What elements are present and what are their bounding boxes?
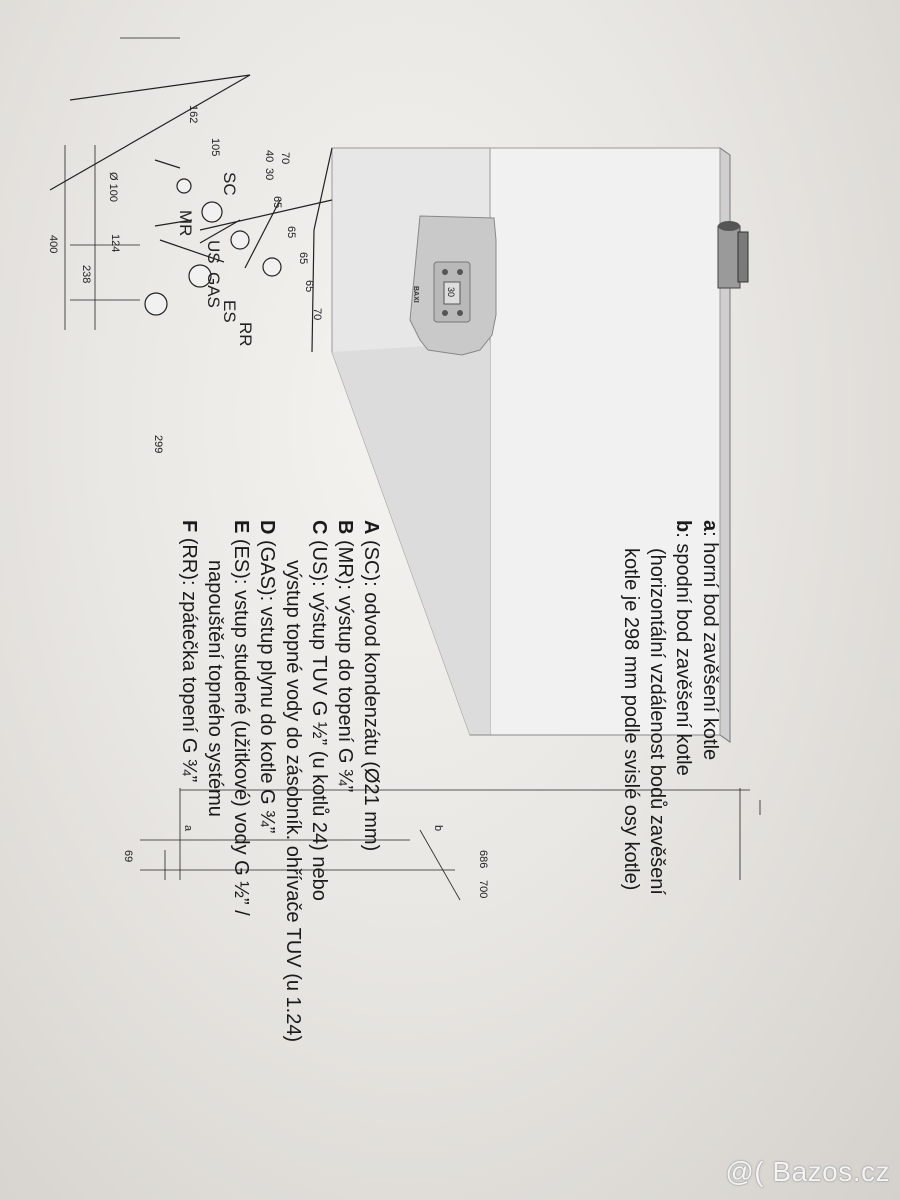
- display-readout: 30: [446, 287, 456, 298]
- watermark: @( Bazos.cz: [725, 1156, 890, 1187]
- label-sc: SC: [220, 172, 239, 196]
- legend-b: b: spodní bod zavěšení kotle: [672, 520, 694, 776]
- control-panel: [410, 216, 496, 355]
- legend-F: F (RR): zpátečka topení G ¾”: [178, 520, 200, 783]
- label-mr: MR: [176, 210, 195, 237]
- legend-C-line2: výstup topné vody do zásobník. ohřívače TUV (u 1.24): [282, 560, 304, 1043]
- dim-65-c: 65: [297, 252, 309, 265]
- dim-width-right: 69: [122, 850, 134, 863]
- dim-height-total: 400: [47, 235, 59, 254]
- legend-E-line2: napouštění topného systému: [204, 560, 226, 817]
- legend-A: A (SC): odvod kondenzátu (Ø21 mm): [360, 520, 382, 852]
- dim-65-d: 65: [303, 280, 315, 293]
- label-gas: GAS: [204, 272, 223, 308]
- dim-depth-299: 299: [152, 435, 164, 454]
- legend-C: C (US): výstup TUV G ½” (u kotlů 24) nebo: [308, 520, 330, 901]
- label-us: US: [204, 240, 223, 264]
- dim-height-238: 238: [80, 265, 92, 284]
- dim-height-124: 124: [109, 234, 121, 253]
- legend-b-line2: (horizontální vzdálenost bodů zavěšení: [646, 548, 668, 895]
- label-point-a: a: [182, 825, 194, 832]
- dim-70-bottom: 70: [311, 308, 323, 321]
- dim-flue-diameter: Ø 100: [107, 172, 119, 202]
- flue-pipe: [718, 221, 748, 288]
- dim-162: 162: [187, 105, 199, 124]
- dim-width-inner: 686: [477, 850, 489, 869]
- dim-40: 40: [263, 150, 275, 163]
- legend-a: a: horní bod zavěšení kotle: [699, 520, 721, 761]
- dim-width-total: 700: [477, 880, 489, 899]
- legend-D: D (GAS): vstup plynu do kotle G ¾”: [256, 520, 278, 834]
- legend-B: B (MR): výstup do topení G ¾”: [334, 520, 356, 793]
- dim-65-b: 65: [285, 226, 297, 239]
- dim-70-top: 70: [279, 152, 291, 165]
- dim-105: 105: [209, 138, 221, 157]
- brand-logo: BAXI: [412, 286, 419, 303]
- dim-30: 30: [263, 168, 275, 181]
- label-rr: RR: [236, 322, 255, 347]
- label-point-b: b: [432, 825, 444, 832]
- dim-65-a: 65: [271, 196, 283, 209]
- label-es: ES: [220, 300, 239, 323]
- side-dimensions: [65, 38, 180, 330]
- legend-b-line3: kotle je 298 mm podle svislé osy kotle): [620, 548, 642, 891]
- legend-E: E (ES): vstup studené (užitkové) vody G ½” /: [230, 520, 252, 916]
